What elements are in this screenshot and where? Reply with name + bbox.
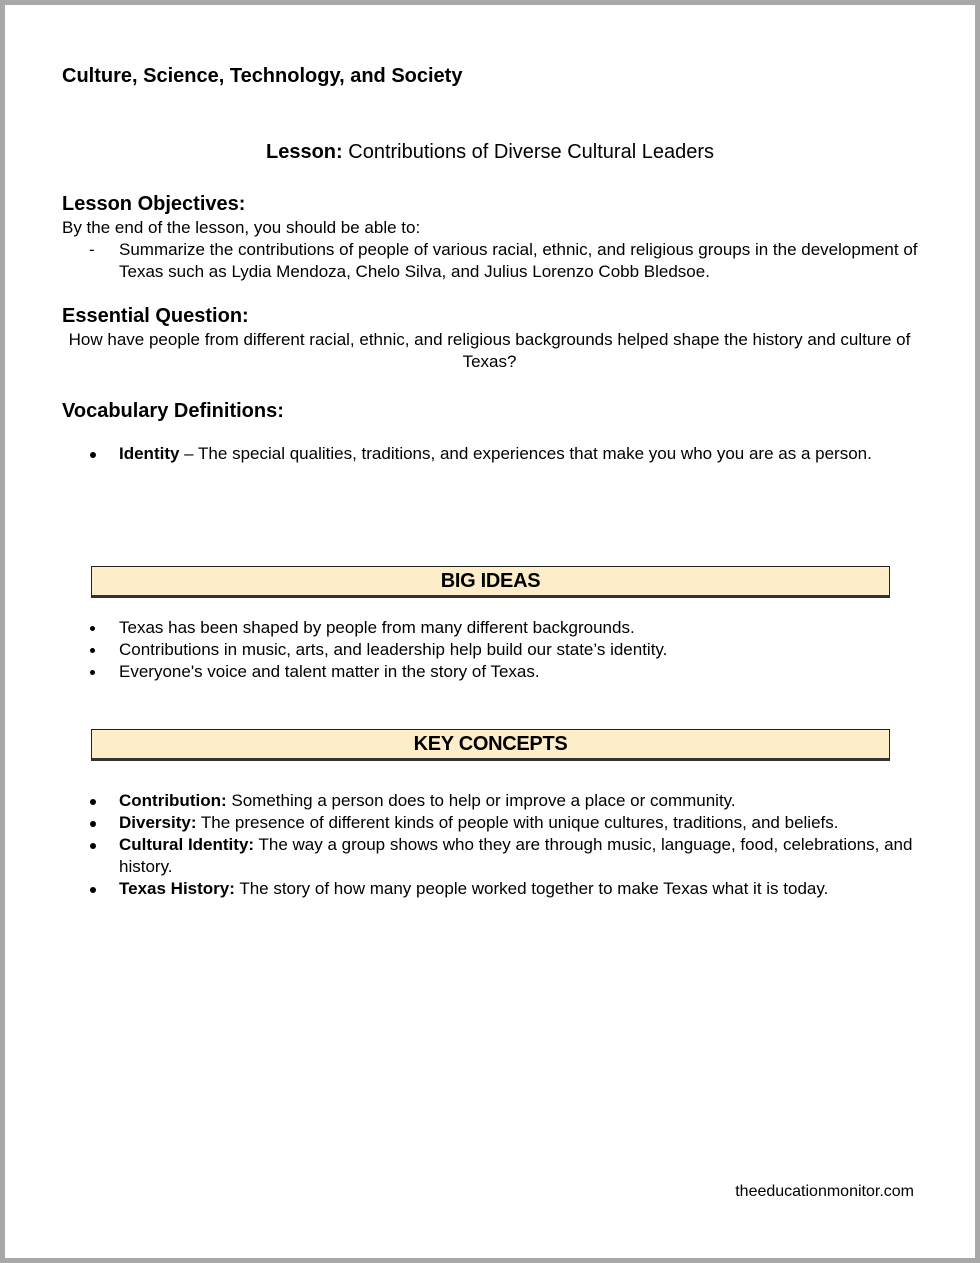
key-concepts-banner bbox=[91, 729, 890, 761]
key-concept-item bbox=[85, 790, 935, 812]
big-ideas-list bbox=[85, 617, 925, 683]
footer-site: theeducationmonitor.com bbox=[735, 1183, 914, 1200]
lesson-title-line bbox=[5, 141, 975, 164]
big-idea-item bbox=[85, 617, 925, 639]
vocabulary-term: Identity bbox=[119, 444, 180, 463]
key-concepts-list bbox=[85, 790, 935, 900]
big-ideas-banner bbox=[91, 566, 890, 598]
big-idea-text: Everyone's voice and talent matter in the story of Texas. bbox=[119, 662, 540, 681]
essential-question-heading: Essential Question: bbox=[62, 305, 249, 327]
vocabulary-item bbox=[85, 443, 925, 465]
objectives-heading: Lesson Objectives: bbox=[62, 193, 246, 215]
key-concept-term: Diversity: bbox=[119, 813, 197, 832]
big-idea-text: Texas has been shaped by people from many different backgrounds. bbox=[119, 618, 635, 637]
key-concept-item bbox=[85, 878, 935, 900]
key-concept-item bbox=[85, 834, 935, 878]
objectives-list bbox=[85, 239, 935, 283]
lesson-title: Contributions of Diverse Cultural Leaders bbox=[348, 141, 714, 163]
key-concept-term: Texas History: bbox=[119, 879, 235, 898]
big-idea-text: Contributions in music, arts, and leadership help build our state’s identity. bbox=[119, 640, 668, 659]
key-concept-definition: The story of how many people worked together to make Texas what it is today. bbox=[234, 879, 829, 898]
key-concept-item bbox=[85, 812, 935, 834]
big-idea-item bbox=[85, 661, 925, 683]
objective-text: Summarize the contributions of people of various racial, ethnic, and religious groups in the development of Texas such as Lydia Mendoza, Chelo Silva, and Julius Lorenzo Cobb Bledsoe. bbox=[119, 240, 918, 281]
big-ideas-heading: BIG IDEAS bbox=[440, 570, 541, 592]
big-idea-item bbox=[85, 639, 925, 661]
vocabulary-heading: Vocabulary Definitions: bbox=[62, 400, 284, 422]
vocabulary-list bbox=[85, 443, 925, 465]
key-concept-definition: The presence of different kinds of people with unique cultures, traditions, and beliefs. bbox=[196, 813, 839, 832]
course-title: Culture, Science, Technology, and Society bbox=[62, 65, 463, 87]
key-concept-term: Contribution: bbox=[119, 791, 227, 810]
lesson-label: Lesson: bbox=[266, 141, 343, 163]
objective-item bbox=[85, 239, 935, 283]
key-concept-definition: Something a person does to help or improve a place or community. bbox=[226, 791, 736, 810]
key-concept-term: Cultural Identity: bbox=[119, 835, 255, 854]
essential-question-text: How have people from different racial, ethnic, and religious backgrounds helped shape the history and culture of Texas? bbox=[68, 330, 911, 371]
vocabulary-definition: – The special qualities, traditions, and experiences that make you who you are as a person. bbox=[179, 444, 872, 463]
objectives-intro: By the end of the lesson, you should be able to: bbox=[62, 218, 421, 237]
key-concepts-heading: KEY CONCEPTS bbox=[413, 733, 568, 755]
dash-marker: - bbox=[89, 240, 95, 259]
key-concept-definition: The way a group shows who they are through music, language, food, celebrations, and history. bbox=[119, 835, 913, 876]
